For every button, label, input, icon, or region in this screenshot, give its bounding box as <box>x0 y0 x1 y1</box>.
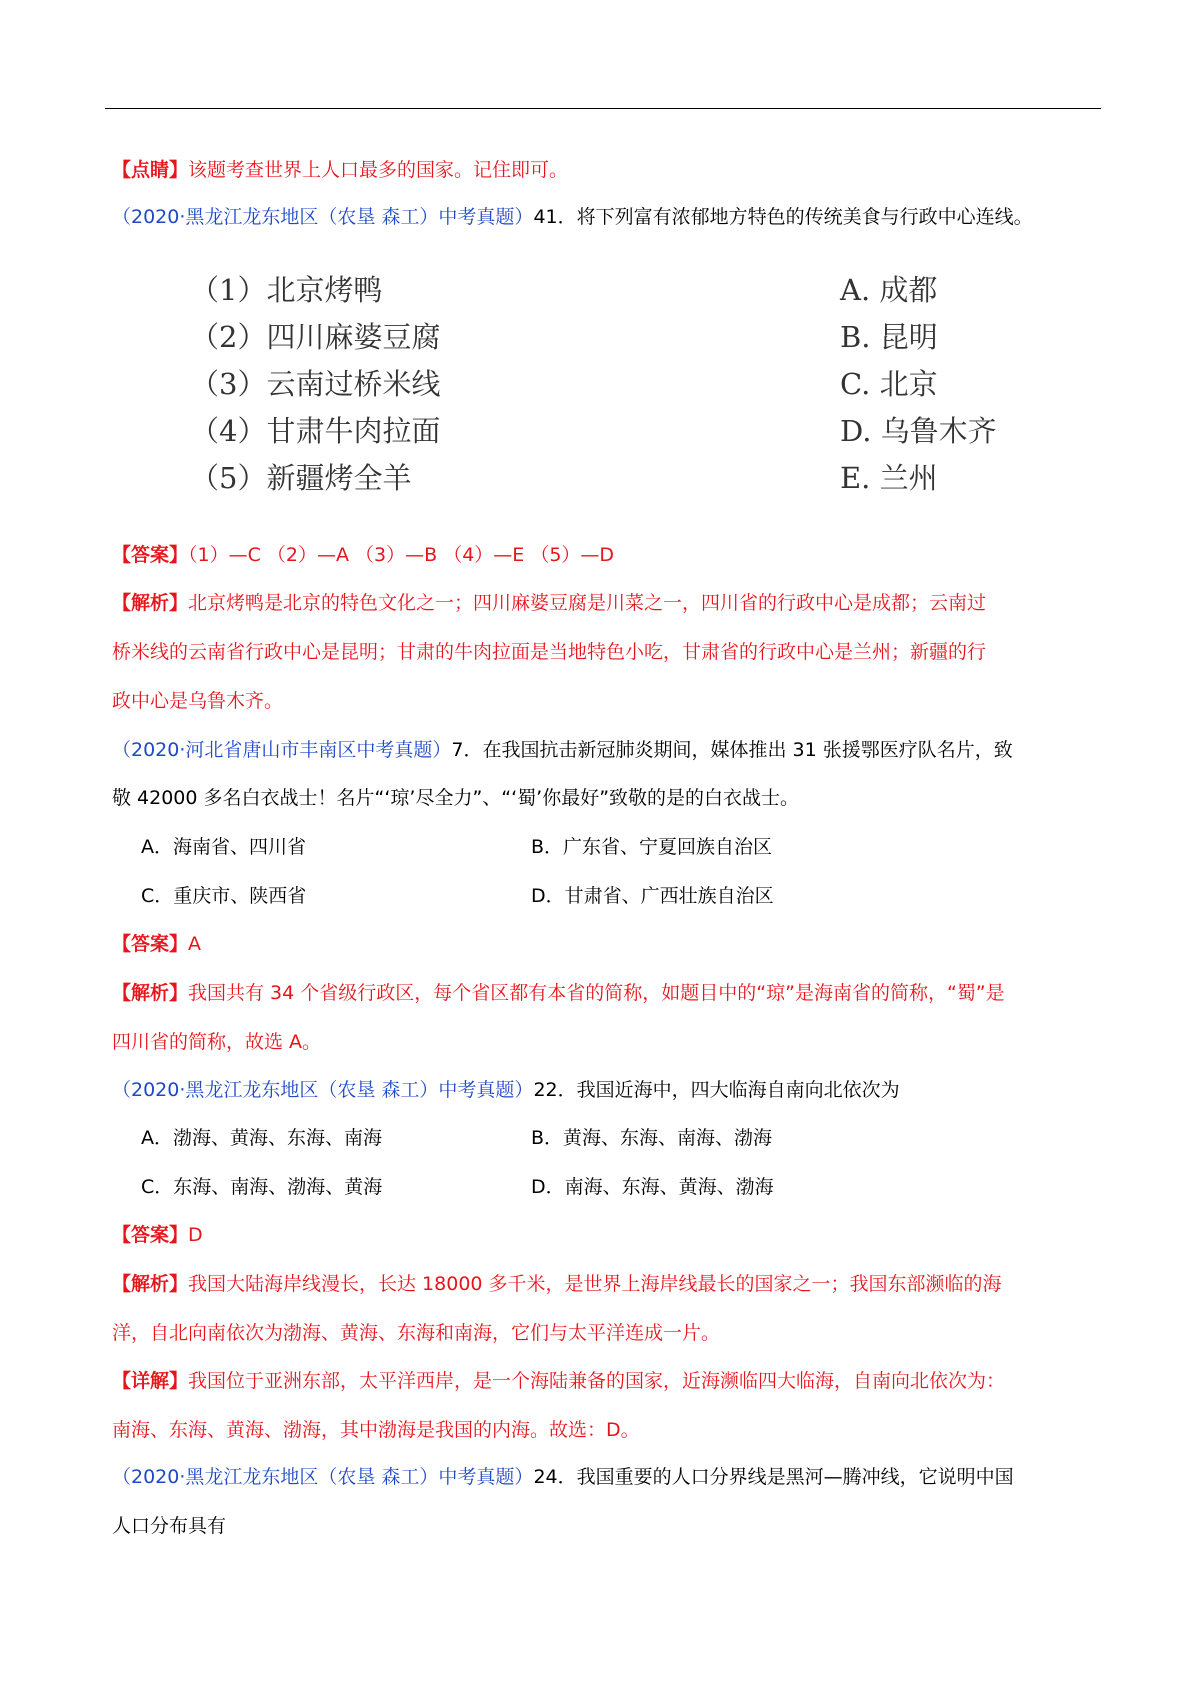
q41-analysis-line: 桥米线的云南省行政中心是昆明；甘肃的牛肉拉面是当地特色小吃，甘肃省的行政中心是兰州；新疆的行 <box>112 641 987 663</box>
city-item: A. 成都 <box>840 273 938 307</box>
q24-stem-line <box>112 1462 1014 1492</box>
q22-analysis-line: 洋，自北向南依次为渤海、黄海、东海和南海，它们与太平洋连成一片。 <box>112 1322 721 1344</box>
analysis-tag: 【解析】 <box>112 592 189 614</box>
city-item: D. 乌鲁木齐 <box>840 414 997 448</box>
detail-text: 我国位于亚洲东部，太平洋西岸，是一个海陆兼备的国家，近海濒临四大临海，自南向北依次为： <box>188 1370 1006 1392</box>
q7-stem-line: 敬 42000 多名白衣战士！名片“‘琼’尽全力”、“‘蜀’你最好”致敬的是的白衣战士。 <box>112 787 800 809</box>
option-a: A．渤海、黄海、东海、南海 <box>141 1127 382 1149</box>
q7-answer: A <box>188 933 202 955</box>
analysis-text: 我国共有 34 个省级行政区，每个省区都有本省的简称，如题目中的“琼”是海南省的简称，“蜀”是 <box>188 982 1005 1004</box>
q22-source: （2020·黑龙江龙东地区（农垦 森工）中考真题） <box>112 1079 534 1101</box>
q24-stem: 24．我国重要的人口分界线是黑河—腾冲线，它说明中国 <box>533 1466 1014 1488</box>
q7-answer-line <box>112 929 201 959</box>
header-rule <box>105 108 1101 109</box>
q22-answer-line <box>112 1220 203 1250</box>
q7-analysis-line: 四川省的简称，故选 A。 <box>112 1031 322 1053</box>
q41-source: （2020·黑龙江龙东地区（农垦 森工）中考真题） <box>112 206 534 228</box>
food-item: （1）北京烤鸭 <box>190 273 383 307</box>
q41-answer: （1）—C （2）—A （3）—B （4）—E （5）—D <box>188 544 615 566</box>
detail-tag: 【详解】 <box>112 1370 189 1392</box>
figure-row <box>190 268 1020 312</box>
q22-detail-line: 南海、东海、黄海、渤海，其中渤海是我国的内海。故选：D。 <box>112 1419 640 1441</box>
q41-stem: 41．将下列富有浓郁地方特色的传统美食与行政中心连线。 <box>533 206 1033 228</box>
option-a: A．海南省、四川省 <box>141 836 306 858</box>
analysis-tag: 【解析】 <box>112 1273 189 1295</box>
food-item: （5）新疆烤全羊 <box>190 461 412 495</box>
answer-tag: 【答案】 <box>112 933 189 955</box>
q22-stem: 22．我国近海中，四大临海自南向北依次为 <box>533 1079 900 1101</box>
q41-analysis-line <box>112 588 986 618</box>
option-c: C．东海、南海、渤海、黄海 <box>141 1176 383 1198</box>
option-d: D．甘肃省、广西壮族自治区 <box>531 885 774 907</box>
q24-stem-line: 人口分布具有 <box>112 1515 227 1537</box>
option-c: C．重庆市、陕西省 <box>141 885 307 907</box>
food-item: （4）甘肃牛肉拉面 <box>190 414 441 448</box>
food-item: （3）云南过桥米线 <box>190 367 441 401</box>
q7-source: （2020·河北省唐山市丰南区中考真题） <box>112 739 452 761</box>
q22-answer: D <box>188 1224 203 1246</box>
dianjing-tag: 【点睛】 <box>112 159 189 181</box>
option-b: B．黄海、东海、南海、渤海 <box>531 1127 773 1149</box>
q41-analysis-line: 政中心是乌鲁木齐。 <box>112 690 284 712</box>
answer-tag: 【答案】 <box>112 1224 189 1246</box>
option-d: D．南海、东海、黄海、渤海 <box>531 1176 774 1198</box>
q22-detail-line <box>112 1366 1005 1396</box>
answer-tag: 【答案】 <box>112 544 189 566</box>
city-item: E. 兰州 <box>840 461 938 495</box>
q22-analysis-line <box>112 1269 1002 1299</box>
q22-stem-line <box>112 1075 900 1105</box>
q7-stem: 7．在我国抗击新冠肺炎期间，媒体推出 31 张援鄂医疗队名片，致 <box>451 739 1013 761</box>
q41-matching-figure <box>190 262 1020 502</box>
q7-stem-line <box>112 735 1013 765</box>
option-b: B．广东省、宁夏回族自治区 <box>531 836 773 858</box>
city-item: C. 北京 <box>840 367 938 401</box>
analysis-text: 北京烤鸭是北京的特色文化之一；四川麻婆豆腐是川菜之一，四川省的行政中心是成都；云南过 <box>188 592 987 614</box>
figure-row <box>190 456 1020 500</box>
analysis-tag: 【解析】 <box>112 982 189 1004</box>
q41-answer-line <box>112 540 614 570</box>
analysis-text: 我国大陆海岸线漫长，长达 18000 多千米，是世界上海岸线最长的国家之一；我国东部濒临的海 <box>188 1273 1002 1295</box>
figure-row <box>190 409 1020 453</box>
figure-row <box>190 362 1020 406</box>
dianjing-line <box>112 155 568 185</box>
dianjing-text: 该题考查世界上人口最多的国家。记住即可。 <box>188 159 569 181</box>
figure-row <box>190 315 1020 359</box>
city-item: B. 昆明 <box>840 320 938 354</box>
q41-stem-line <box>112 202 1033 232</box>
q7-analysis-line <box>112 978 1005 1008</box>
q24-source: （2020·黑龙江龙东地区（农垦 森工）中考真题） <box>112 1466 534 1488</box>
food-item: （2）四川麻婆豆腐 <box>190 320 441 354</box>
